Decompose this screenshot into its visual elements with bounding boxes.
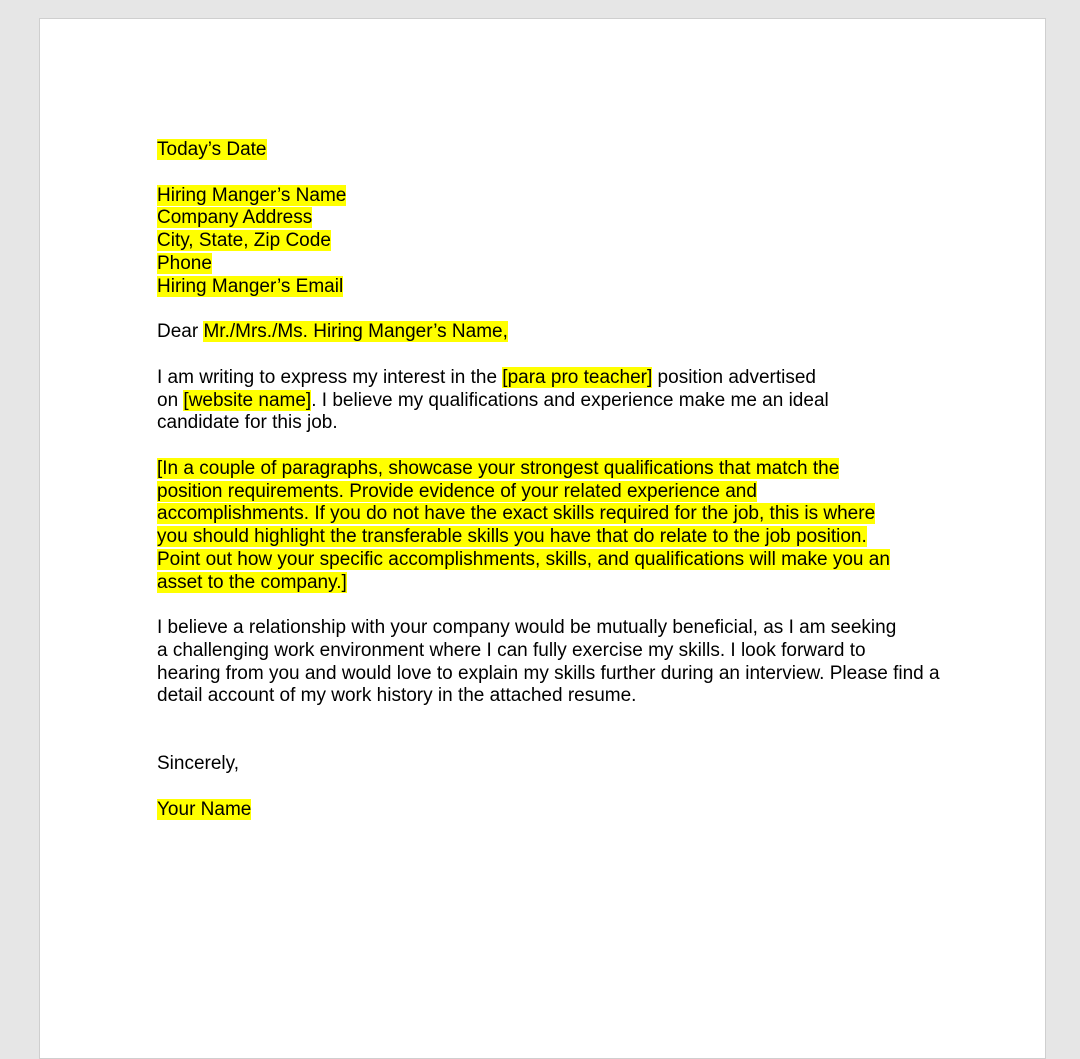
intro-text-5: candidate for this job. bbox=[157, 412, 338, 434]
website-placeholder: [website name] bbox=[183, 389, 312, 411]
body-placeholder-line: asset to the company.] bbox=[157, 571, 347, 593]
body-placeholder-paragraph bbox=[157, 458, 947, 594]
recipient-email: Hiring Manger’s Email bbox=[157, 275, 344, 297]
closing-line: detail account of my work history in the attached resume. bbox=[157, 685, 637, 707]
sign-off bbox=[157, 753, 947, 776]
signature bbox=[157, 799, 947, 822]
sign-off-text: Sincerely, bbox=[157, 753, 240, 775]
body-placeholder-line: Point out how your specific accomplishments, skills, and qualifications will make you an bbox=[157, 548, 890, 570]
closing-line: I believe a relationship with your company would be mutually beneficial, as I am seeking bbox=[157, 617, 897, 639]
recipient-name: Hiring Manger’s Name bbox=[157, 184, 347, 206]
signature-name: Your Name bbox=[157, 798, 252, 820]
date-placeholder: Today’s Date bbox=[157, 139, 267, 160]
intro-text-3: on bbox=[157, 389, 184, 411]
date-line bbox=[157, 139, 947, 162]
recipient-block bbox=[157, 185, 947, 299]
recipient-city-state-zip: City, State, Zip Code bbox=[157, 230, 331, 252]
intro-paragraph bbox=[157, 367, 947, 435]
recipient-phone: Phone bbox=[157, 252, 212, 274]
document-page bbox=[39, 18, 1046, 1059]
recipient-address: Company Address bbox=[157, 207, 313, 229]
closing-line: hearing from you and would love to explain my skills further during an interview. Please find a bbox=[157, 662, 940, 684]
salutation-name: Mr./Mrs./Ms. Hiring Manger’s Name, bbox=[203, 321, 508, 343]
position-placeholder: [para pro teacher] bbox=[502, 366, 653, 388]
body-placeholder-line: [In a couple of paragraphs, showcase your strongest qualifications that match the bbox=[157, 458, 840, 480]
body-placeholder-line: you should highlight the transferable skills you have that do relate to the job position. bbox=[157, 526, 867, 548]
intro-text-4: . I believe my qualifications and experience make me an ideal bbox=[311, 389, 829, 411]
intro-text-2: position advertised bbox=[652, 366, 816, 388]
body-placeholder-line: accomplishments. If you do not have the exact skills required for the job, this is where bbox=[157, 503, 876, 525]
letter-body bbox=[157, 139, 947, 821]
salutation bbox=[157, 321, 947, 344]
salutation-prefix: Dear bbox=[157, 321, 204, 343]
closing-line: a challenging work environment where I can fully exercise my skills. I look forward to bbox=[157, 639, 866, 661]
body-placeholder-line: position requirements. Provide evidence of your related experience and bbox=[157, 480, 757, 502]
intro-text-1: I am writing to express my interest in the bbox=[157, 366, 503, 388]
closing-paragraph bbox=[157, 617, 947, 708]
